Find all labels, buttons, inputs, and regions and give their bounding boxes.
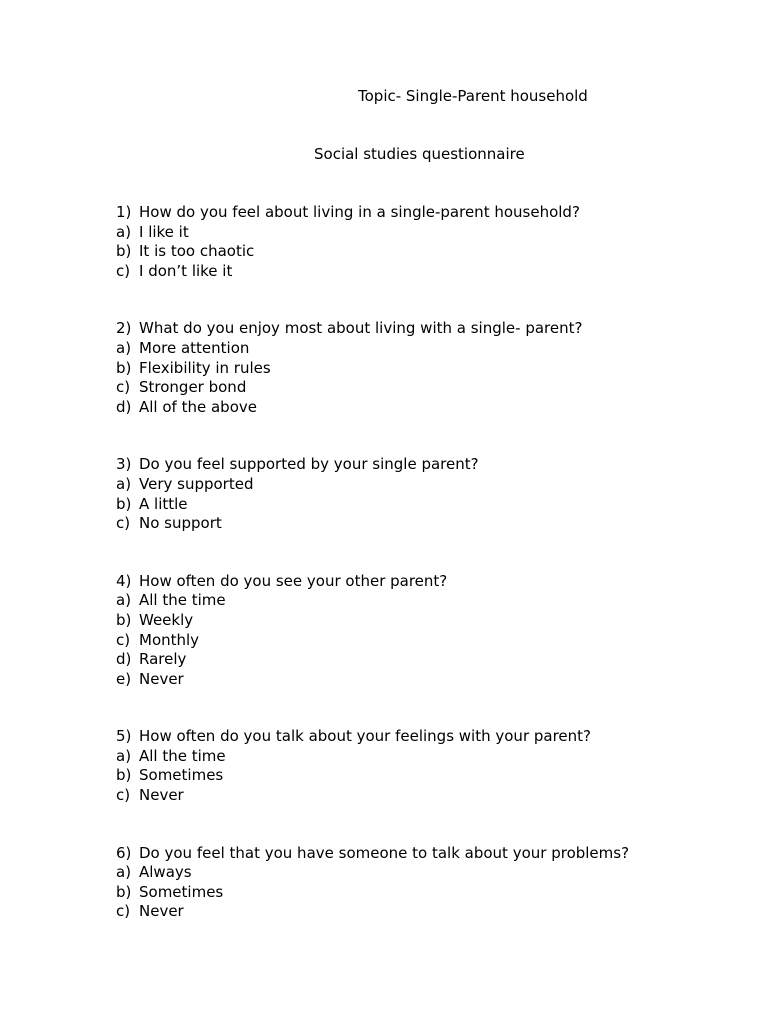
question-number: 5)	[116, 727, 132, 746]
option-text: All the time	[139, 591, 226, 610]
question-number: 3)	[116, 455, 132, 474]
option-letter: c)	[116, 902, 131, 921]
option-letter: c)	[116, 378, 131, 397]
option-letter: b)	[116, 610, 132, 629]
option-item	[116, 902, 736, 922]
option-item	[116, 475, 736, 495]
option-item	[116, 262, 736, 282]
option-item	[116, 359, 736, 379]
question-3	[116, 455, 736, 533]
option-letter: a)	[116, 591, 132, 610]
option-text: It is too chaotic	[139, 242, 255, 261]
option-text: I like it	[139, 222, 189, 241]
option-item	[116, 883, 736, 903]
option-item	[116, 611, 736, 631]
question-2	[116, 319, 736, 417]
option-item	[116, 514, 736, 534]
option-item	[116, 223, 736, 243]
option-item	[116, 747, 736, 767]
option-text: Never	[139, 786, 184, 805]
option-letter: c)	[116, 514, 131, 533]
option-letter: b)	[116, 358, 132, 377]
option-letter: b)	[116, 882, 132, 901]
option-letter: b)	[116, 494, 132, 513]
option-letter: c)	[116, 786, 131, 805]
option-text: Stronger bond	[139, 378, 247, 397]
option-text: No support	[139, 514, 222, 533]
option-text: Always	[139, 863, 192, 882]
option-letter: a)	[116, 222, 132, 241]
option-letter: a)	[116, 338, 132, 357]
option-letter: c)	[116, 630, 131, 649]
option-item	[116, 339, 736, 359]
option-text: Sometimes	[139, 882, 224, 901]
option-text: Never	[139, 669, 184, 688]
document-subtitle: Social studies questionnaire	[314, 145, 525, 163]
option-item	[116, 670, 736, 690]
option-text: More attention	[139, 338, 250, 357]
option-text: Rarely	[139, 650, 187, 669]
question-text: How do you feel about living in a single-parent household?	[139, 203, 580, 221]
question-line	[116, 455, 736, 475]
option-text: All of the above	[139, 397, 257, 416]
question-line	[116, 203, 736, 223]
option-text: Very supported	[139, 474, 254, 493]
question-line	[116, 319, 736, 339]
question-text: How often do you see your other parent?	[139, 571, 448, 590]
question-text: What do you enjoy most about living with a single- parent?	[139, 319, 583, 338]
option-text: Never	[139, 902, 184, 921]
option-item	[116, 495, 736, 515]
option-letter: d)	[116, 397, 132, 416]
option-item	[116, 863, 736, 883]
question-line	[116, 844, 736, 864]
option-item	[116, 398, 736, 418]
question-1	[116, 203, 736, 281]
option-letter: e)	[116, 669, 132, 688]
option-letter: d)	[116, 650, 132, 669]
option-item	[116, 591, 736, 611]
option-item	[116, 786, 736, 806]
option-item	[116, 631, 736, 651]
question-line	[116, 727, 736, 747]
question-5	[116, 727, 736, 805]
question-number: 1)	[116, 203, 132, 221]
option-text: Weekly	[139, 610, 194, 629]
option-item	[116, 650, 736, 670]
option-text: Flexibility in rules	[139, 358, 271, 377]
question-number: 2)	[116, 319, 132, 338]
question-6	[116, 844, 736, 922]
option-text: Sometimes	[139, 766, 224, 785]
question-text: Do you feel supported by your single parent?	[139, 455, 479, 474]
question-number: 6)	[116, 843, 132, 862]
option-letter: c)	[116, 261, 131, 280]
option-text: I don’t like it	[139, 261, 233, 280]
option-letter: a)	[116, 474, 132, 493]
option-letter: a)	[116, 746, 132, 765]
option-item	[116, 766, 736, 786]
question-number: 4)	[116, 571, 132, 590]
option-letter: b)	[116, 242, 132, 261]
question-text: How often do you talk about your feelings with your parent?	[139, 727, 592, 746]
option-letter: b)	[116, 766, 132, 785]
option-text: Monthly	[139, 630, 200, 649]
questions-list	[116, 203, 736, 960]
question-line	[116, 572, 736, 592]
option-item	[116, 378, 736, 398]
option-item	[116, 242, 736, 262]
question-4	[116, 572, 736, 690]
option-letter: a)	[116, 863, 132, 882]
option-text: All the time	[139, 746, 226, 765]
document-topic: Topic- Single-Parent household	[358, 87, 588, 105]
question-text: Do you feel that you have someone to talk about your problems?	[139, 843, 630, 862]
option-text: A little	[139, 494, 188, 513]
